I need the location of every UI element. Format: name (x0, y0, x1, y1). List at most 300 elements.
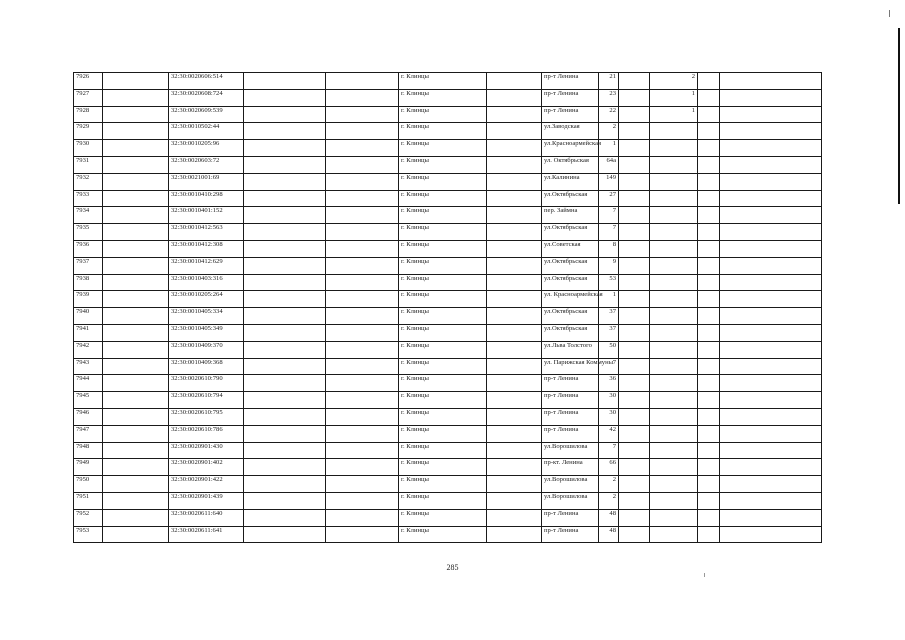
empty-cell (244, 492, 326, 509)
row-number-cell: 7939 (74, 291, 103, 308)
empty-cell (487, 358, 542, 375)
empty-cell (619, 140, 650, 157)
cadastral-number-cell: 32:30:0010412:308 (169, 240, 244, 257)
empty-cell (698, 123, 720, 140)
empty-cell (698, 476, 720, 493)
quantity-cell (650, 123, 698, 140)
empty-cell (698, 257, 720, 274)
empty-cell (619, 257, 650, 274)
empty-cell (619, 156, 650, 173)
cadastral-number-cell: 32:30:0020901:422 (169, 476, 244, 493)
cadastral-number-cell: 32:30:0020610:795 (169, 408, 244, 425)
quantity-cell (650, 224, 698, 241)
empty-cell (487, 240, 542, 257)
empty-cell (103, 425, 169, 442)
empty-cell (244, 358, 326, 375)
house-number-cell: 27 (599, 190, 619, 207)
house-number-cell: 1 (599, 291, 619, 308)
city-cell: г. Клинцы (399, 224, 487, 241)
quantity-cell (650, 240, 698, 257)
cadastral-number-cell: 32:30:0020901:439 (169, 492, 244, 509)
empty-cell (326, 308, 399, 325)
empty-cell (619, 358, 650, 375)
empty-cell (326, 190, 399, 207)
empty-cell (487, 274, 542, 291)
cadastral-number-cell: 32:30:0010405:334 (169, 308, 244, 325)
empty-cell (244, 442, 326, 459)
empty-cell (487, 308, 542, 325)
quantity-cell (650, 442, 698, 459)
cadastral-number-cell: 32:30:0010412:563 (169, 224, 244, 241)
empty-cell (326, 73, 399, 90)
empty-cell (698, 308, 720, 325)
empty-cell (619, 224, 650, 241)
table-row (74, 140, 822, 157)
empty-cell (103, 190, 169, 207)
quantity-cell (650, 257, 698, 274)
city-cell: г. Клинцы (399, 341, 487, 358)
cadastral-number-cell: 32:30:0010409:368 (169, 358, 244, 375)
empty-cell (619, 73, 650, 90)
empty-cell (619, 375, 650, 392)
table-row (74, 476, 822, 493)
quantity-cell (650, 190, 698, 207)
empty-cell (487, 476, 542, 493)
empty-cell (487, 375, 542, 392)
quantity-cell (650, 476, 698, 493)
empty-cell (103, 341, 169, 358)
table-row (74, 509, 822, 526)
empty-cell (103, 509, 169, 526)
empty-cell (103, 392, 169, 409)
cadastral-number-cell: 32:30:0020611:641 (169, 526, 244, 543)
empty-cell (487, 324, 542, 341)
table-row (74, 425, 822, 442)
empty-cell (244, 526, 326, 543)
empty-cell (244, 308, 326, 325)
city-cell: г. Клинцы (399, 308, 487, 325)
quantity-cell (650, 526, 698, 543)
cadastral-number-cell: 32:30:0020608:724 (169, 89, 244, 106)
cadastral-number-cell: 32:30:0010205:264 (169, 291, 244, 308)
empty-cell (619, 476, 650, 493)
city-cell: г. Клинцы (399, 73, 487, 90)
empty-cell (103, 89, 169, 106)
empty-cell (103, 492, 169, 509)
quantity-cell: 1 (650, 89, 698, 106)
empty-cell (326, 156, 399, 173)
house-number-cell: 48 (599, 526, 619, 543)
empty-cell (720, 425, 822, 442)
house-number-cell: 2 (599, 123, 619, 140)
cadastral-number-cell: 32:30:0010410:298 (169, 190, 244, 207)
empty-cell (720, 308, 822, 325)
empty-cell (487, 425, 542, 442)
house-number-cell: 53 (599, 274, 619, 291)
property-registry-table (73, 72, 822, 543)
empty-cell (720, 173, 822, 190)
row-number-cell: 7936 (74, 240, 103, 257)
quantity-cell (650, 308, 698, 325)
empty-cell (619, 526, 650, 543)
scan-edge-mark (898, 28, 900, 204)
empty-cell (698, 140, 720, 157)
empty-cell (698, 324, 720, 341)
cadastral-number-cell: 32:30:0010205:96 (169, 140, 244, 157)
empty-cell (103, 408, 169, 425)
empty-cell (103, 324, 169, 341)
empty-cell (103, 375, 169, 392)
city-cell: г. Клинцы (399, 123, 487, 140)
empty-cell (619, 274, 650, 291)
empty-cell (720, 73, 822, 90)
row-number-cell: 7935 (74, 224, 103, 241)
empty-cell (487, 73, 542, 90)
row-number-cell: 7947 (74, 425, 103, 442)
city-cell: г. Клинцы (399, 375, 487, 392)
empty-cell (487, 341, 542, 358)
empty-cell (326, 207, 399, 224)
cadastral-number-cell: 32:30:0020609:539 (169, 106, 244, 123)
empty-cell (244, 257, 326, 274)
table-row (74, 73, 822, 90)
empty-cell (698, 526, 720, 543)
quantity-cell (650, 156, 698, 173)
city-cell: г. Клинцы (399, 173, 487, 190)
table-row (74, 173, 822, 190)
street-cell: пр-т Ленина (542, 408, 599, 425)
empty-cell (244, 341, 326, 358)
quantity-cell (650, 459, 698, 476)
street-cell: ул. Красноармейская (542, 291, 599, 308)
quantity-cell (650, 140, 698, 157)
empty-cell (244, 408, 326, 425)
table-row (74, 190, 822, 207)
city-cell: г. Клинцы (399, 240, 487, 257)
empty-cell (487, 526, 542, 543)
empty-cell (698, 224, 720, 241)
empty-cell (698, 274, 720, 291)
empty-cell (487, 442, 542, 459)
empty-cell (326, 240, 399, 257)
empty-cell (619, 207, 650, 224)
street-cell: пр-т Ленина (542, 89, 599, 106)
street-cell: ул.Заводская (542, 123, 599, 140)
empty-cell (698, 240, 720, 257)
street-cell: ул.Льва Толстого (542, 341, 599, 358)
quantity-cell: 2 (650, 73, 698, 90)
table-row (74, 257, 822, 274)
empty-cell (720, 207, 822, 224)
empty-cell (103, 73, 169, 90)
house-number-cell: 66 (599, 459, 619, 476)
empty-cell (487, 392, 542, 409)
street-cell: пр-т Ленина (542, 425, 599, 442)
empty-cell (698, 173, 720, 190)
empty-cell (619, 123, 650, 140)
empty-cell (720, 106, 822, 123)
table-row (74, 156, 822, 173)
table-row (74, 106, 822, 123)
empty-cell (698, 392, 720, 409)
empty-cell (326, 492, 399, 509)
empty-cell (720, 408, 822, 425)
city-cell: г. Клинцы (399, 408, 487, 425)
row-number-cell: 7946 (74, 408, 103, 425)
house-number-cell: 7 (599, 442, 619, 459)
house-number-cell: 7 (599, 207, 619, 224)
empty-cell (326, 442, 399, 459)
house-number-cell: 7 (599, 224, 619, 241)
empty-cell (720, 274, 822, 291)
registry-table-body (74, 73, 822, 543)
empty-cell (720, 476, 822, 493)
city-cell: г. Клинцы (399, 207, 487, 224)
quantity-cell (650, 509, 698, 526)
scan-speck (704, 573, 705, 577)
row-number-cell: 7940 (74, 308, 103, 325)
street-cell: ул.Красноармейская (542, 140, 599, 157)
street-cell: пр-т Ленина (542, 375, 599, 392)
empty-cell (103, 240, 169, 257)
house-number-cell: 37 (599, 308, 619, 325)
empty-cell (698, 358, 720, 375)
row-number-cell: 7951 (74, 492, 103, 509)
empty-cell (326, 459, 399, 476)
street-cell: ул.Ворошилова (542, 476, 599, 493)
empty-cell (103, 257, 169, 274)
street-cell: ул.Советская (542, 240, 599, 257)
empty-cell (698, 341, 720, 358)
empty-cell (487, 190, 542, 207)
table-row (74, 240, 822, 257)
quantity-cell (650, 425, 698, 442)
quantity-cell (650, 392, 698, 409)
house-number-cell: 64а (599, 156, 619, 173)
street-cell: ул.Октябрьская (542, 257, 599, 274)
quantity-cell (650, 291, 698, 308)
empty-cell (619, 190, 650, 207)
empty-cell (103, 476, 169, 493)
empty-cell (720, 291, 822, 308)
empty-cell (487, 291, 542, 308)
house-number-cell: 22 (599, 106, 619, 123)
quantity-cell: 1 (650, 106, 698, 123)
cadastral-number-cell: 32:30:0020606:514 (169, 73, 244, 90)
empty-cell (619, 459, 650, 476)
cadastral-number-cell: 32:30:0020610:790 (169, 375, 244, 392)
empty-cell (720, 375, 822, 392)
empty-cell (103, 442, 169, 459)
table-row (74, 123, 822, 140)
table-row (74, 392, 822, 409)
house-number-cell: 36 (599, 375, 619, 392)
cadastral-number-cell: 32:30:0010401:152 (169, 207, 244, 224)
empty-cell (487, 106, 542, 123)
empty-cell (487, 224, 542, 241)
house-number-cell: 48 (599, 509, 619, 526)
empty-cell (619, 324, 650, 341)
empty-cell (698, 156, 720, 173)
street-cell: ул. Октябрьская (542, 156, 599, 173)
empty-cell (326, 509, 399, 526)
empty-cell (244, 324, 326, 341)
empty-cell (244, 190, 326, 207)
cadastral-number-cell: 32:30:0020603:72 (169, 156, 244, 173)
table-row (74, 492, 822, 509)
empty-cell (619, 308, 650, 325)
cadastral-number-cell: 32:30:0010502:44 (169, 123, 244, 140)
empty-cell (326, 173, 399, 190)
quantity-cell (650, 358, 698, 375)
row-number-cell: 7928 (74, 106, 103, 123)
empty-cell (487, 257, 542, 274)
empty-cell (326, 257, 399, 274)
house-number-cell: 30 (599, 392, 619, 409)
empty-cell (103, 173, 169, 190)
empty-cell (326, 106, 399, 123)
city-cell: г. Клинцы (399, 291, 487, 308)
empty-cell (244, 106, 326, 123)
street-cell: пр-т Ленина (542, 73, 599, 90)
empty-cell (244, 73, 326, 90)
city-cell: г. Клинцы (399, 140, 487, 157)
street-cell: ул. Парижская Коммуны (542, 358, 599, 375)
city-cell: г. Клинцы (399, 257, 487, 274)
table-row (74, 341, 822, 358)
empty-cell (487, 156, 542, 173)
empty-cell (487, 459, 542, 476)
empty-cell (720, 358, 822, 375)
empty-cell (103, 358, 169, 375)
row-number-cell: 7927 (74, 89, 103, 106)
empty-cell (103, 224, 169, 241)
table-row (74, 291, 822, 308)
table-row (74, 526, 822, 543)
cadastral-number-cell: 32:30:0020611:640 (169, 509, 244, 526)
row-number-cell: 7944 (74, 375, 103, 392)
empty-cell (103, 156, 169, 173)
table-row (74, 324, 822, 341)
scan-edge-tick (889, 10, 890, 17)
table-row (74, 459, 822, 476)
row-number-cell: 7933 (74, 190, 103, 207)
cadastral-number-cell: 32:30:0010403:316 (169, 274, 244, 291)
empty-cell (619, 392, 650, 409)
empty-cell (619, 89, 650, 106)
empty-cell (619, 291, 650, 308)
empty-cell (698, 408, 720, 425)
empty-cell (326, 425, 399, 442)
street-cell: пр-т Ленина (542, 106, 599, 123)
empty-cell (619, 509, 650, 526)
empty-cell (326, 526, 399, 543)
table-row (74, 358, 822, 375)
empty-cell (698, 73, 720, 90)
row-number-cell: 7931 (74, 156, 103, 173)
empty-cell (244, 476, 326, 493)
empty-cell (326, 392, 399, 409)
house-number-cell: 21 (599, 73, 619, 90)
street-cell: пр-кт. Ленина (542, 459, 599, 476)
empty-cell (720, 257, 822, 274)
empty-cell (244, 375, 326, 392)
empty-cell (720, 190, 822, 207)
empty-cell (103, 459, 169, 476)
house-number-cell: 149 (599, 173, 619, 190)
empty-cell (326, 291, 399, 308)
row-number-cell: 7948 (74, 442, 103, 459)
empty-cell (698, 442, 720, 459)
empty-cell (326, 375, 399, 392)
empty-cell (720, 240, 822, 257)
city-cell: г. Клинцы (399, 492, 487, 509)
empty-cell (326, 358, 399, 375)
empty-cell (244, 140, 326, 157)
empty-cell (326, 89, 399, 106)
street-cell: ул.Октябрьская (542, 190, 599, 207)
street-cell: ул.Октябрьская (542, 324, 599, 341)
empty-cell (244, 207, 326, 224)
empty-cell (720, 509, 822, 526)
empty-cell (487, 89, 542, 106)
empty-cell (244, 291, 326, 308)
empty-cell (103, 123, 169, 140)
empty-cell (720, 392, 822, 409)
quantity-cell (650, 341, 698, 358)
quantity-cell (650, 173, 698, 190)
page-number: 285 (446, 563, 459, 572)
empty-cell (103, 140, 169, 157)
row-number-cell: 7952 (74, 509, 103, 526)
house-number-cell: 7 (599, 358, 619, 375)
empty-cell (698, 190, 720, 207)
empty-cell (698, 509, 720, 526)
house-number-cell: 1 (599, 140, 619, 157)
empty-cell (326, 274, 399, 291)
cadastral-number-cell: 32:30:0020610:794 (169, 392, 244, 409)
quantity-cell (650, 492, 698, 509)
empty-cell (326, 476, 399, 493)
empty-cell (619, 106, 650, 123)
cadastral-number-cell: 32:30:0021001:69 (169, 173, 244, 190)
empty-cell (698, 106, 720, 123)
empty-cell (720, 459, 822, 476)
empty-cell (244, 392, 326, 409)
empty-cell (720, 526, 822, 543)
cadastral-number-cell: 32:30:0010409:370 (169, 341, 244, 358)
empty-cell (103, 274, 169, 291)
row-number-cell: 7953 (74, 526, 103, 543)
house-number-cell: 42 (599, 425, 619, 442)
street-cell: пр-т Ленина (542, 526, 599, 543)
empty-cell (720, 224, 822, 241)
quantity-cell (650, 207, 698, 224)
empty-cell (103, 308, 169, 325)
house-number-cell: 50 (599, 341, 619, 358)
street-cell: ул.Октябрьская (542, 308, 599, 325)
empty-cell (698, 207, 720, 224)
empty-cell (720, 89, 822, 106)
street-cell: ул.Ворошилова (542, 442, 599, 459)
empty-cell (487, 509, 542, 526)
street-cell: ул.Калинина (542, 173, 599, 190)
empty-cell (244, 156, 326, 173)
house-number-cell: 30 (599, 408, 619, 425)
house-number-cell: 8 (599, 240, 619, 257)
empty-cell (103, 106, 169, 123)
city-cell: г. Клинцы (399, 156, 487, 173)
